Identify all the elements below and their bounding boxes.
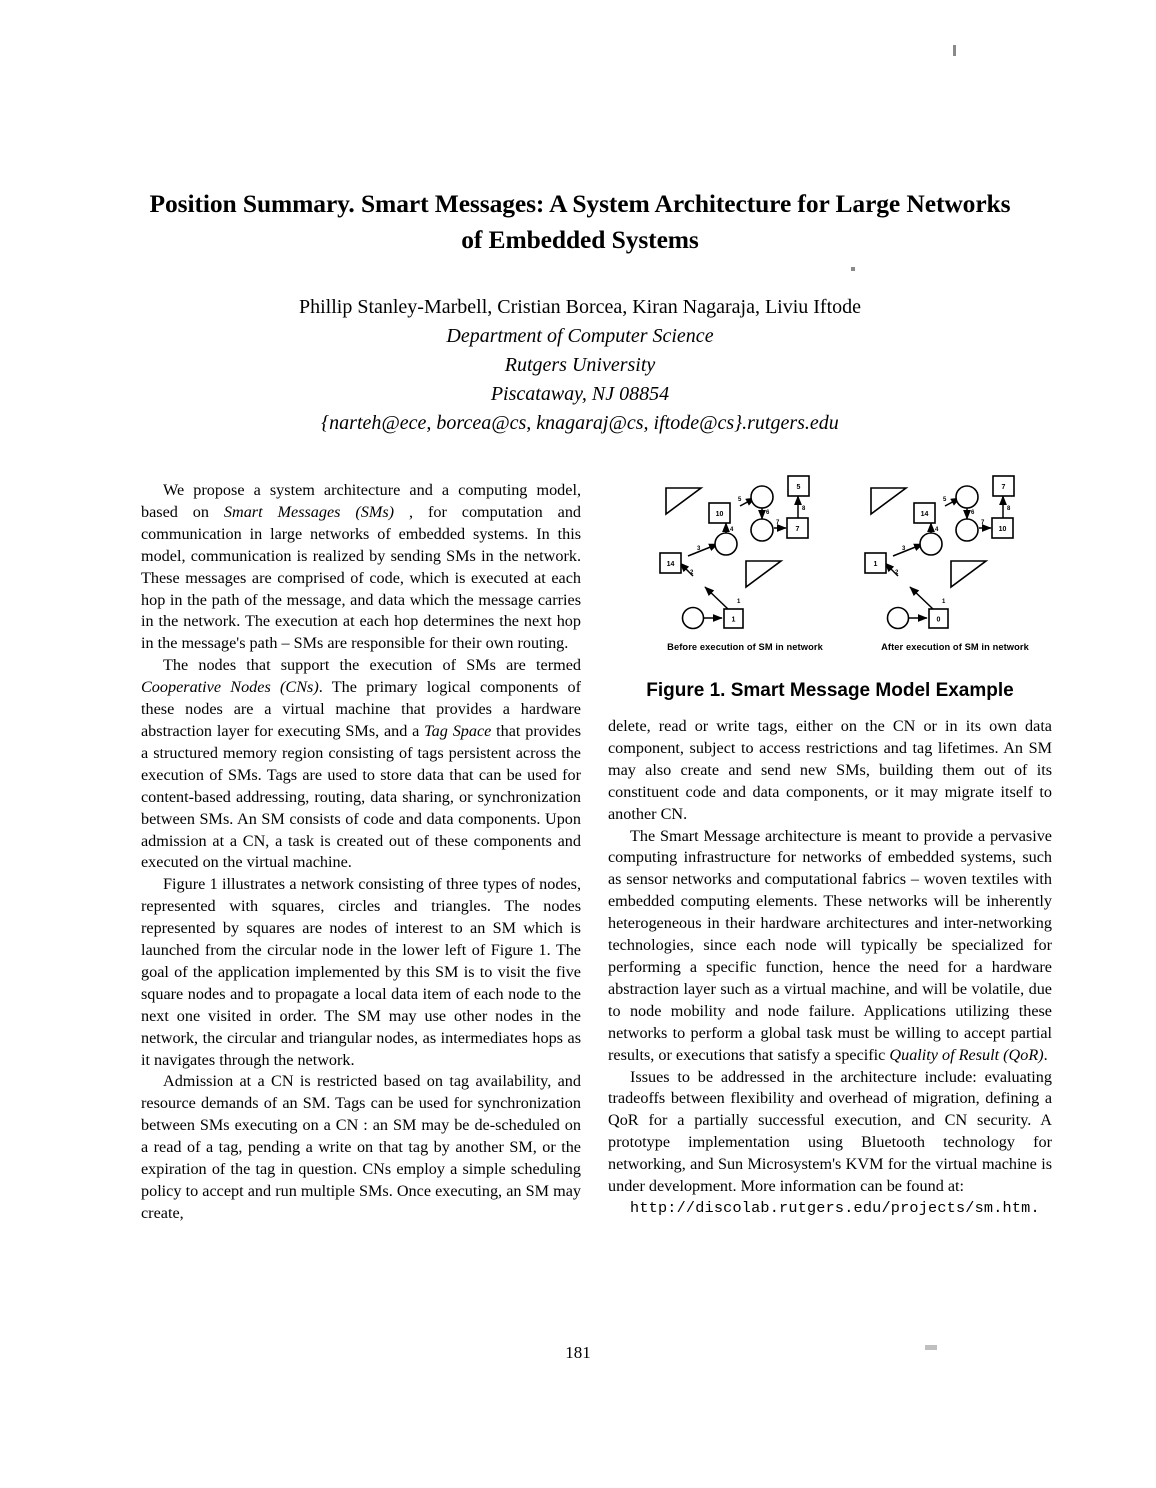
right-column [608, 716, 1052, 1218]
paper-title-line-2: of Embedded Systems [461, 225, 699, 255]
edge-label-5: 5 [943, 497, 947, 503]
author-names: Phillip Stanley-Marbell, Cristian Borcea, Kiran Nagaraja, Liviu Iftode [298, 296, 862, 318]
p1-emphasis: Smart Messages (SMs) [223, 502, 395, 521]
square-node-bottom-label: 0 [936, 616, 941, 624]
paper-title-line-1: Position Summary. Smart Messages: A System Architecture for Large Networks [149, 189, 1011, 218]
paper-title [130, 186, 1030, 258]
circle-node-intermediate [715, 533, 737, 555]
project-url[interactable]: http://discolab.rutgers.edu/projects/sm.htm. [630, 1198, 1040, 1217]
edge-label-7: 7 [981, 520, 985, 526]
paragraph-3: Figure 1 illustrates a network consisting of three types of nodes, represented with squares, circles and triangles. The nodes represented by squares are nodes of interest to an SM which is launched from the circular node in the lower left of Figure 1. The goal of the application implemented by this SM is to visit the five square nodes and to propagate a local data item of each node to the next one visited in order. The SM may use other nodes in the network, the circular and triangular nodes, as intermediates hops as it navigates through the network. [141, 875, 581, 1069]
square-node-lower-left-label: 14 [666, 561, 675, 568]
p1-text-a: We propose a system architecture and a computing model, based on [141, 481, 581, 521]
right-paragraph-3: Issues to be addressed in the architecture include: evaluating tradeoffs between flexibility and overhead of migration, defining a QoR for a partially successful execution, and CN security. A prototype implementation using Bluetooth technology for networking, and Sun Microsystem's KVM for the virtual machine is under development. More information can be found at: [608, 1067, 1052, 1196]
author-university: Rutgers University [504, 354, 656, 376]
p2-text-c: that provides a structured memory region consisting of tags persistent across the execution of SMs. Tags are used to store data that can be used for content-based addressing, routing, data sharing, or synchronization between SMs. An SM consists of code and data components. Upon admission at a CN, a task is created out of these components and executed on the virtual machine. [141, 721, 581, 872]
paragraph-1 [141, 480, 581, 655]
p2-emphasis-cooperative-nodes: Cooperative Nodes (CNs) [141, 678, 319, 697]
square-node-lower-left-label: 1 [873, 561, 878, 568]
triangle-node-decorative [666, 488, 701, 514]
edge-label-6: 6 [766, 510, 770, 516]
triangle-node-decorative [746, 561, 781, 587]
figure-1 [600, 470, 1060, 700]
author-address: Piscataway, NJ 08854 [490, 383, 670, 405]
diagram-before-caption: Before execution of SM in network [667, 642, 823, 652]
diagram-after-execution [850, 470, 1060, 640]
left-column [141, 480, 581, 1225]
rp2-emphasis-qor: Quality of Result (QoR) [889, 1045, 1044, 1064]
edge-3 [688, 544, 718, 556]
circle-node-intermediate [751, 519, 773, 541]
p2-emphasis-tag-space: Tag Space [424, 721, 492, 740]
p1-text-b: , for computation and communication in large networks of embedded systems. In this model, communication is realized by sending SMs in the network. These messages are comprised of code, which is executed at each hop in the path of the message, and data which the message carries in the network. The execution at each hop determines the next hop in the message's path – SMs are responsible for their own routing. [141, 502, 582, 653]
square-node-mid-right-label: 10 [998, 526, 1007, 533]
paragraph-2 [141, 655, 581, 874]
edge-label-3: 3 [902, 546, 906, 552]
rp2-text-a: The Smart Message architecture is meant to provide a pervasive computing infrastructure for networks of embedded systems, such as sensor networks and computational fabrics – woven textiles with embedded computing elements. These networks will be inherently heterogeneous in their hardware architectures and inter-networking technologies, since each node will typically be specialized for performing a specific function, hence the need for a hardware abstraction layer such as a virtual machine, and will be volatile, due to node mobility and node failure. Applications utilizing these networks to perform a global task must be willing to accept partial results, or executions that satisfy a specific [608, 826, 1052, 1064]
square-node-mid-left-label: 14 [920, 511, 929, 518]
scan-speck [851, 267, 855, 271]
circle-node-intermediate [751, 486, 773, 508]
edge-label-8: 8 [1007, 506, 1011, 512]
square-node-top-right-label: 5 [796, 484, 801, 491]
page-number: 181 [565, 1343, 591, 1362]
p2-text-b: . The primary logical components of these nodes are a virtual machine that provides a hardware abstraction layer for executing SMs, and a [141, 678, 581, 740]
edge-label-3: 3 [697, 546, 701, 552]
edge-3 [893, 544, 923, 556]
author-department: Department of Computer Science [446, 325, 714, 347]
edge-label-1: 1 [737, 599, 741, 605]
right-paragraph-1: delete, read or write tags, either on the CN or in its own data component, subject to access restrictions and tag lifetimes. An SM may also create and send new SMs, building them out of its constituent code and data components, or it may migrate itself to another CN. [608, 717, 1052, 823]
right-paragraph-2 [608, 826, 1052, 1067]
triangle-node-decorative [871, 488, 906, 514]
triangle-node-decorative [951, 561, 986, 587]
diagram-after-caption: After execution of SM in network [881, 642, 1029, 652]
edge-label-4: 4 [935, 527, 939, 533]
edge-label-2: 2 [895, 570, 899, 576]
circle-node-intermediate [920, 533, 942, 555]
edge-1 [910, 587, 934, 610]
square-node-top-right-label: 7 [1001, 484, 1006, 491]
edge-label-1: 1 [942, 599, 946, 605]
diagram-before-svg [645, 470, 855, 640]
p2-text-a: The nodes that support the execution of SMs are termed [163, 656, 581, 675]
scan-speck [953, 45, 956, 56]
circle-node-intermediate [956, 486, 978, 508]
author-block [180, 293, 980, 438]
circle-node-launch [888, 608, 909, 629]
edge-label-2: 2 [690, 570, 694, 576]
edge-label-8: 8 [802, 506, 806, 512]
edge-1 [705, 587, 729, 610]
author-emails: {narteh@ece, borcea@cs, knagaraj@cs, iftode@cs}.rutgers.edu [321, 412, 839, 434]
edge-label-7: 7 [776, 520, 780, 526]
square-node-bottom-label: 1 [731, 616, 736, 624]
paragraph-4: Admission at a CN is restricted based on tag availability, and resource demands of an SM. Tags can be used for synchronization between SMs executing on a CN : an SM may be de-scheduled on a read of a tag, pending a write on that tag by another SM, or the expiration of the tag in question. CNs employ a simple scheduling policy to accept and run multiple SMs. Once executing, an SM may create, [141, 1072, 581, 1222]
diagram-before-execution [645, 470, 855, 640]
square-node-mid-left-label: 10 [715, 511, 724, 518]
circle-node-intermediate [956, 519, 978, 541]
edge-label-4: 4 [730, 527, 734, 533]
rp2-text-b: . [1043, 1045, 1048, 1064]
figure-caption: Figure 1. Smart Message Model Example [646, 680, 1014, 701]
diagram-after-svg [850, 470, 1060, 640]
edge-label-5: 5 [738, 497, 742, 503]
edge-label-6: 6 [971, 510, 975, 516]
square-node-mid-right-label: 7 [795, 526, 800, 533]
circle-node-launch [683, 608, 704, 629]
